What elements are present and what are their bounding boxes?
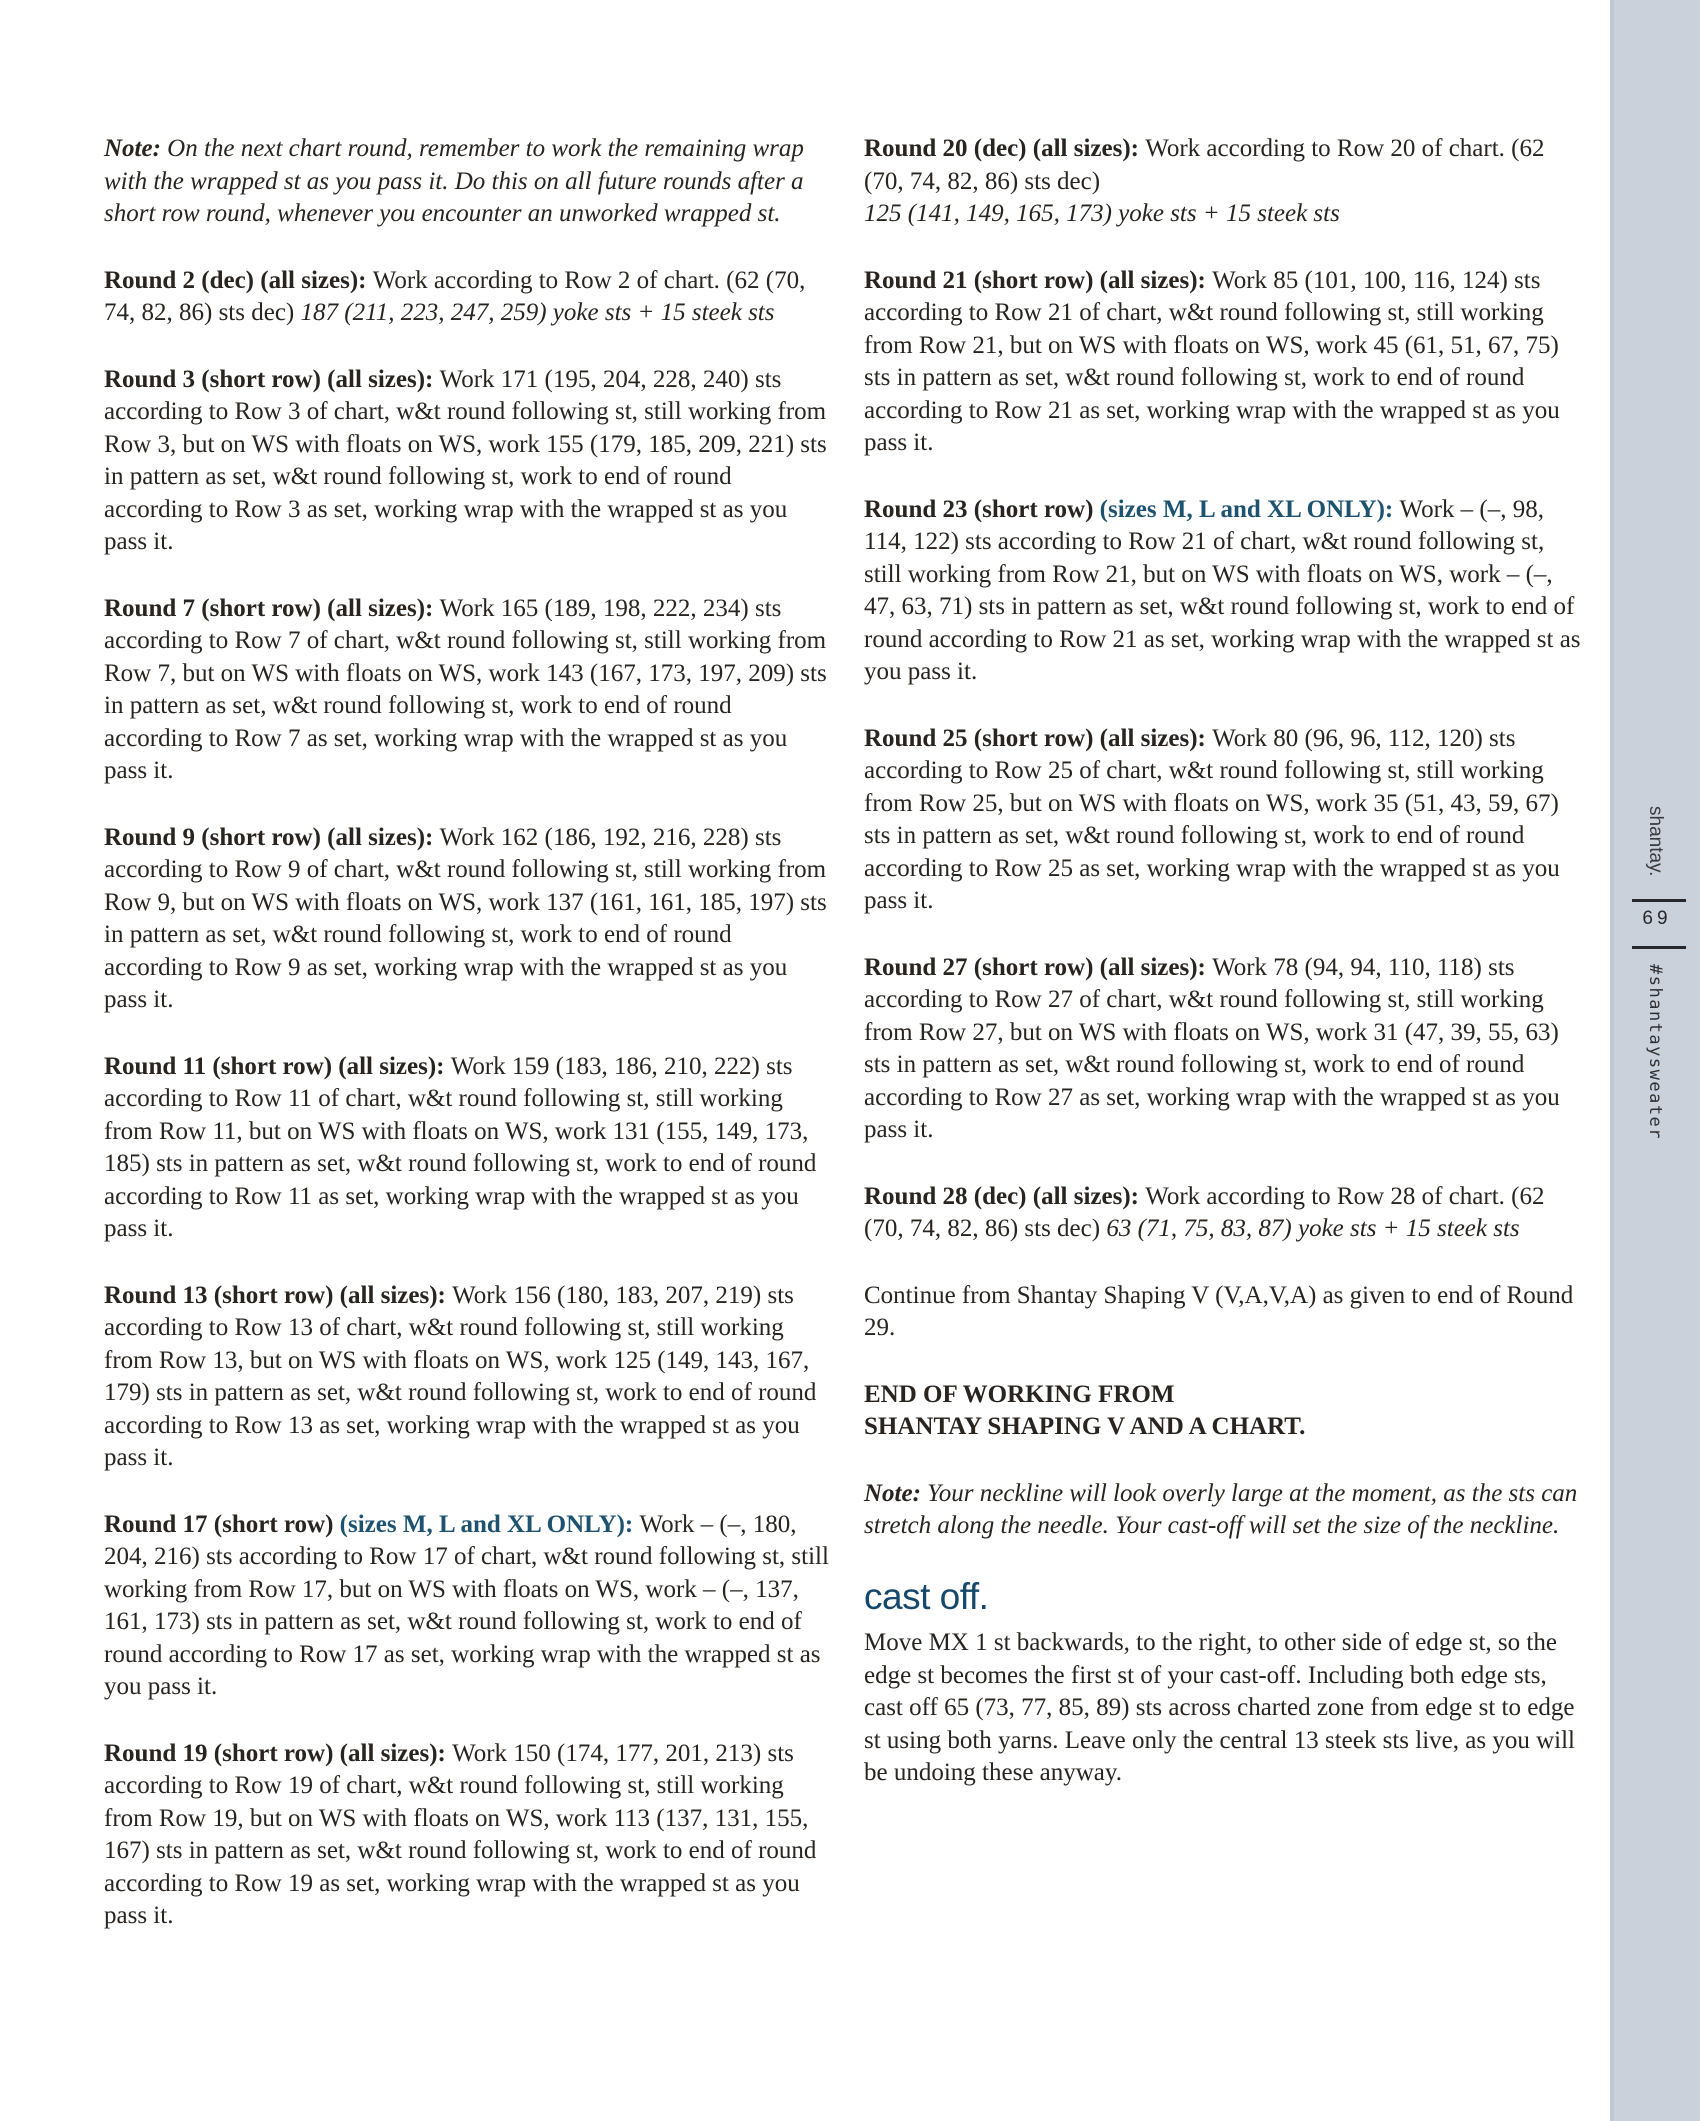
- text-segment: Work – (–, 98, 114, 122) sts according to Row 21 of chart, w&t round following st, still working from Row 21, but on WS with floats on WS, work – (–, 47, 63, 71) sts in pattern as set, w&t round following st, work to end of round according to Row 21 as set, working wrap with the wrapped st as you pass it.: [864, 495, 1581, 685]
- round-13-paragraph: [104, 1280, 832, 1475]
- round-17-paragraph: [104, 1509, 832, 1704]
- text-segment: Your neckline will look overly large at the moment, as the sts can stretch along the needle. Your cast-off will set the size of the neckline.: [864, 1479, 1578, 1539]
- text-segment: 125 (141, 149, 165, 173) yoke sts + 15 steek sts: [864, 200, 1340, 227]
- text-segment: cast off.: [864, 1575, 989, 1617]
- page-number-divider-top: [1632, 899, 1686, 902]
- end-of-working-heading: [864, 1379, 1586, 1444]
- text-segment: 63 (71, 75, 83, 87) yoke sts + 15 steek sts: [1106, 1215, 1520, 1242]
- text-segment: Work 156 (180, 183, 207, 219) sts according to Row 13 of chart, w&t round following st, still working from Row 13, but on WS with floats on WS, work 125 (149, 143, 167, 179) sts in pattern as set, w&t round following st, work to end of round according to Row 13 as set, working wrap with the wrapped st as you pass it.: [104, 1281, 817, 1471]
- round-28-paragraph: [864, 1181, 1586, 1246]
- text-segment: Round 7 (short row) (all sizes):: [104, 594, 440, 622]
- brand-vertical-text: shantay.: [1645, 806, 1666, 877]
- hashtag-vertical-text: #shantaysweater: [1645, 964, 1665, 1141]
- text-segment: Round 25 (short row) (all sizes):: [864, 724, 1213, 752]
- round-3-paragraph: [104, 364, 832, 559]
- page-number: 69: [1642, 908, 1672, 929]
- text-segment: Work 162 (186, 192, 216, 228) sts according to Row 9 of chart, w&t round following st, still working from Row 9, but on WS with floats on WS, work 137 (161, 161, 185, 197) sts in pattern as set, w&t round following st, work to end of round according to Row 9 as set, working wrap with the wrapped st as you pass it.: [104, 823, 827, 1013]
- cast-off-paragraph: [864, 1627, 1586, 1790]
- round-23-paragraph: [864, 494, 1586, 689]
- text-segment: Round 21 (short row) (all sizes):: [864, 266, 1213, 294]
- text-segment: Round 27 (short row) (all sizes):: [864, 953, 1213, 981]
- text-segment: SHANTAY SHAPING V AND A CHART.: [864, 1413, 1306, 1440]
- text-segment: Work – (–, 180, 204, 216) sts according to Row 17 of chart, w&t round following st, still working from Row 17, but on WS with floats on WS, work – (–, 137, 161, 173) sts in pattern as set, w&t round following st, work to end of round according to Row 17 as set, working wrap with the wrapped st as you pass it.: [104, 1510, 829, 1700]
- round-21-paragraph: [864, 265, 1586, 460]
- text-segment: (sizes M, L and XL ONLY):: [1099, 495, 1400, 523]
- text-segment: Work according to Row 20 of chart. (62 (70, 74, 82, 86) sts dec): [864, 135, 1545, 195]
- text-segment: END OF WORKING FROM: [864, 1380, 1175, 1408]
- text-segment: Continue from Shantay Shaping V (V,A,V,A) as given to end of Round 29.: [864, 1281, 1574, 1341]
- round-7-paragraph: [104, 593, 832, 788]
- round-25-paragraph: [864, 723, 1586, 918]
- text-segment: Round 11 (short row) (all sizes):: [104, 1052, 451, 1080]
- round-2-paragraph: [104, 265, 832, 330]
- text-segment: (sizes M, L and XL ONLY):: [339, 1510, 640, 1538]
- text-segment: Round 23 (short row): [864, 495, 1100, 523]
- round-19-paragraph: [104, 1738, 832, 1933]
- note-paragraph: [104, 133, 832, 231]
- text-segment: Work according to Row 28 of chart. (62 (70, 74, 82, 86) sts dec): [864, 1182, 1545, 1242]
- cast-off-heading: [864, 1577, 1586, 1618]
- text-segment: Work 80 (96, 96, 112, 120) sts according to Row 25 of chart, w&t round following st, still working from Row 25, but on WS with floats on WS, work 35 (51, 43, 59, 67) sts in pattern as set, w&t round following st, work to end of round according to Row 25 as set, working wrap with the wrapped st as you pass it.: [864, 724, 1560, 914]
- text-segment: Work 159 (183, 186, 210, 222) sts according to Row 11 of chart, w&t round following st, still working from Row 11, but on WS with floats on WS, work 131 (155, 149, 173, 185) sts in pattern as set, w&t round following st, work to end of round according to Row 11 as set, working wrap with the wrapped st as you pass it.: [104, 1052, 817, 1242]
- round-9-paragraph: [104, 822, 832, 1017]
- text-segment: Work 165 (189, 198, 222, 234) sts according to Row 7 of chart, w&t round following st, still working from Row 7, but on WS with floats on WS, work 143 (167, 173, 197, 209) sts in pattern as set, w&t round following st, work to end of round according to Row 7 as set, working wrap with the wrapped st as you pass it.: [104, 594, 827, 784]
- column-left: [104, 133, 832, 1967]
- text-segment: Round 20 (dec) (all sizes):: [864, 135, 1146, 162]
- continue-paragraph: [864, 1280, 1586, 1345]
- text-segment: Note:: [104, 135, 168, 162]
- text-segment: Round 17 (short row): [104, 1510, 340, 1538]
- text-segment: 187 (211, 223, 247, 259) yoke sts + 15 steek sts: [300, 299, 775, 326]
- text-segment: Round 3 (short row) (all sizes):: [104, 365, 440, 393]
- text-segment: On the next chart round, remember to work the remaining wrap with the wrapped st as you pass it. Do this on all future rounds after a short row round, whenever you encounter an unworked wrapped st.: [104, 135, 804, 227]
- text-segment: Work 78 (94, 94, 110, 118) sts according to Row 27 of chart, w&t round following st, still working from Row 27, but on WS with floats on WS, work 31 (47, 39, 55, 63) sts in pattern as set, w&t round following st, work to end of round according to Row 27 as set, working wrap with the wrapped st as you pass it.: [864, 953, 1560, 1143]
- text-segment: Work according to Row 2 of chart. (62 (70, 74, 82, 86) sts dec): [104, 266, 806, 326]
- text-segment: Work 150 (174, 177, 201, 213) sts according to Row 19 of chart, w&t round following st, still working from Row 19, but on WS with floats on WS, work 113 (137, 131, 155, 167) sts in pattern as set, w&t round following st, work to end of round according to Row 19 as set, working wrap with the wrapped st as you pass it.: [104, 1739, 817, 1929]
- text-segment: Work 171 (195, 204, 228, 240) sts according to Row 3 of chart, w&t round following st, still working from Row 3, but on WS with floats on WS, work 155 (179, 185, 209, 221) sts in pattern as set, w&t round following st, work to end of round according to Row 3 as set, working wrap with the wrapped st as you pass it.: [104, 365, 827, 555]
- column-right: [864, 133, 1586, 1824]
- text-segment: Round 9 (short row) (all sizes):: [104, 823, 440, 851]
- text-segment: Move MX 1 st backwards, to the right, to other side of edge st, so the edge st becomes the first st of your cast-off. Including both edge sts, cast off 65 (73, 77, 85, 89) sts across charted zone from edge st to edge st using both yarns. Leave only the central 13 steek sts live, as you will be undoing these anyway.: [864, 1629, 1575, 1787]
- text-segment: Round 19 (short row) (all sizes):: [104, 1739, 453, 1767]
- text-segment: Work 85 (101, 100, 116, 124) sts according to Row 21 of chart, w&t round following st, still working from Row 21, but on WS with floats on WS, work 45 (61, 51, 67, 75) sts in pattern as set, w&t round following st, work to end of round according to Row 21 as set, working wrap with the wrapped st as you pass it.: [864, 266, 1560, 456]
- text-segment: Round 13 (short row) (all sizes):: [104, 1281, 453, 1309]
- text-segment: Round 2 (dec) (all sizes):: [104, 266, 373, 294]
- note-paragraph: [864, 1478, 1586, 1543]
- page-number-divider-bottom: [1632, 946, 1686, 949]
- round-20-paragraph: [864, 133, 1586, 231]
- text-segment: Round 28 (dec) (all sizes):: [864, 1182, 1146, 1210]
- round-11-paragraph: [104, 1051, 832, 1246]
- sidebar: [1610, 0, 1700, 2121]
- round-27-paragraph: [864, 952, 1586, 1147]
- text-segment: Note:: [864, 1479, 928, 1507]
